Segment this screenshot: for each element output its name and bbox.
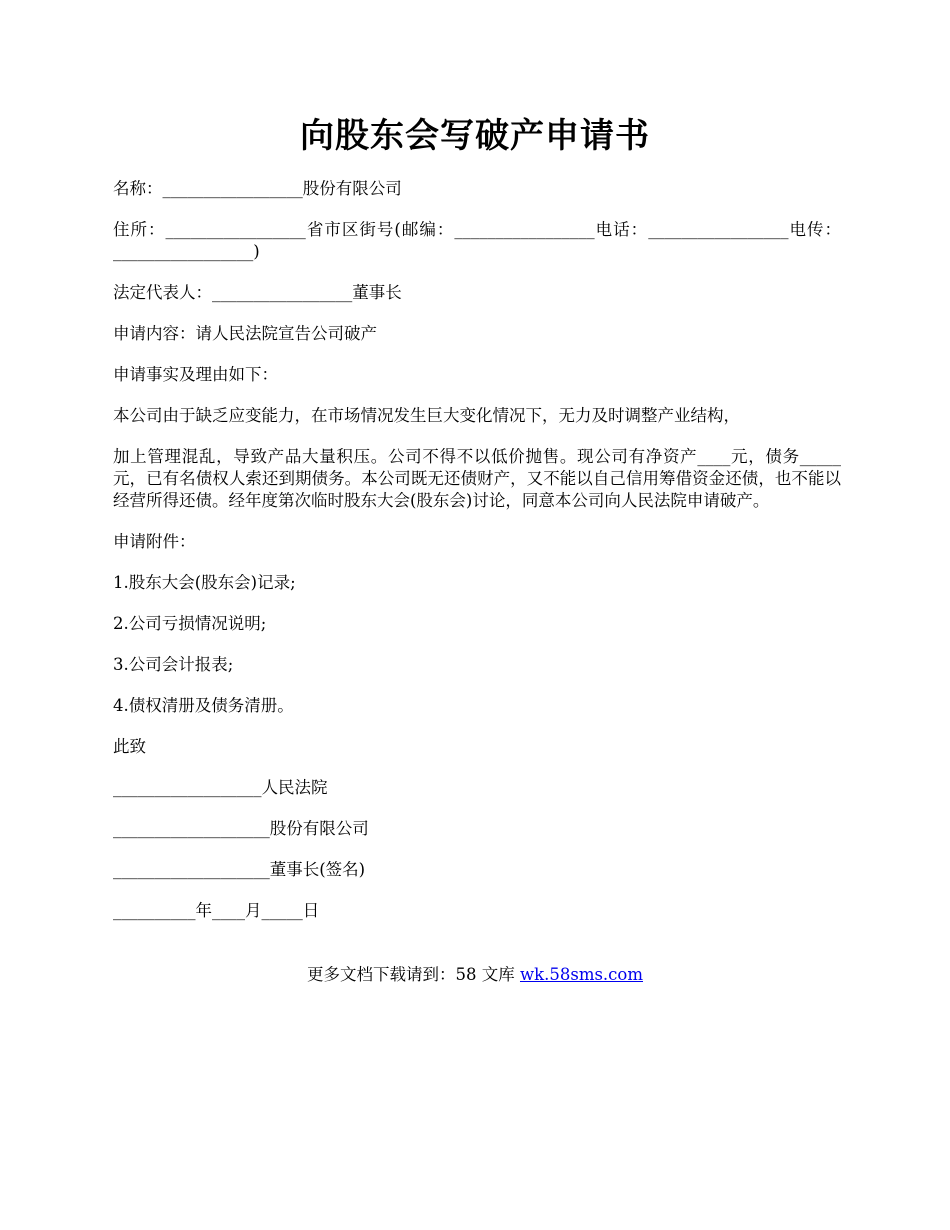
footer-text: 更多文档下载请到：58 文库 xyxy=(306,965,520,984)
document-body xyxy=(113,178,841,941)
attachments-heading: 申请附件： xyxy=(113,532,196,551)
footer-link[interactable]: wk.58sms.com xyxy=(519,965,643,984)
attachment-item: 1.股东大会(股东会)记录; xyxy=(113,573,296,592)
attachment-item: 4.债权清册及债务清册。 xyxy=(113,696,294,715)
facts-paragraph-1: 本公司由于缺乏应变能力，在市场情况发生巨大变化情况下，无力及时调整产业结构， xyxy=(113,406,740,425)
attachment-item: 3.公司会计报表; xyxy=(113,655,234,674)
document-title: 向股东会写破产申请书 xyxy=(300,116,650,156)
attachment-item: 2.公司亏损情况说明; xyxy=(113,614,267,633)
signatory-company-line: ___________________股份有限公司 xyxy=(113,819,369,838)
date-line: __________年____月_____日 xyxy=(113,901,320,920)
facts-paragraph-2: 加上管理混乱，导致产品大量积压。公司不得不以低价抛售。现公司有净资产____元，债务_____元，已有名债权人索还到期债务。本公司既无还债财产，又不能以自己信用筹借资金还债，也不能以经营所得还债。经年度第次临时股东大会(股东会)讨论，同意本公司向人民法院申请破产。 xyxy=(113,447,841,510)
chairman-signature-line: ___________________董事长(签名) xyxy=(113,860,366,879)
application-content: 申请内容：请人民法院宣告公司破产 xyxy=(113,324,377,343)
salutation: 此致 xyxy=(113,737,146,756)
company-name-line: 名称：_________________股份有限公司 xyxy=(113,179,402,198)
footer xyxy=(0,964,950,986)
address-line: 住所：_________________省市区街号(邮编：_________________电话：_________________电传：_________________) xyxy=(113,220,841,261)
recipient-court-line: __________________人民法院 xyxy=(113,778,328,797)
legal-representative-line: 法定代表人：_________________董事长 xyxy=(113,283,402,302)
facts-heading: 申请事实及理由如下： xyxy=(113,365,278,384)
